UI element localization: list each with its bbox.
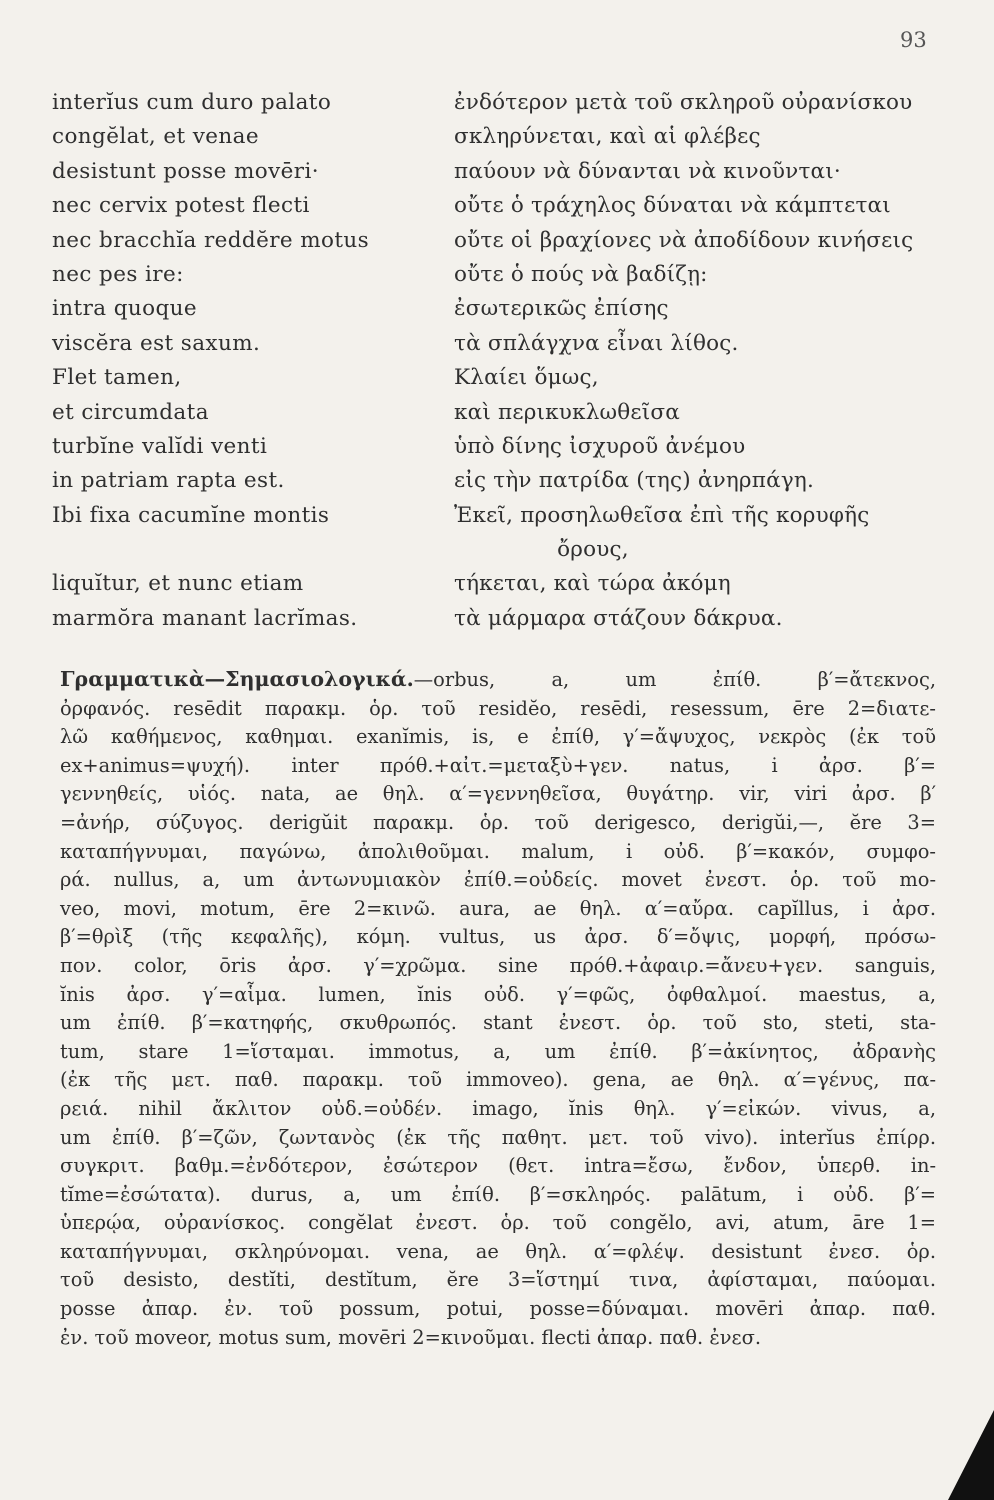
latin-line: interĭus cum duro palato (52, 90, 332, 115)
commentary-line: (ἐκ τῆς μετ. παθ. παρακμ. τοῦ immoveo). gena, ae θηλ. α′=γένυς, πα- (60, 1068, 936, 1092)
commentary-line: tum, stare 1=ἵσταμαι. immotus, a, um ἐπίθ. β′=ἀκίνητος, ἀδρανὴς (60, 1039, 936, 1063)
commentary-heading: Γραμματικὰ—Σημασιολογικά. (60, 667, 414, 691)
latin-line: nec pes ire: (52, 261, 184, 287)
greek-line: παύουν νὰ δύνανται νὰ κινοῦνται· (454, 158, 841, 184)
latin-line: turbĭne valĭdi venti (52, 433, 268, 459)
commentary-line: =ἀνήρ, σύζυγος. derigŭit παρακμ. ὁρ. τοῦ derigesco, derigŭi,—, ĕre 3= (60, 810, 936, 834)
verse-row (52, 120, 952, 154)
greek-line: Ἐκεῖ, προσηλωθεῖσα ἐπὶ τῆς κορυφῆς (454, 502, 870, 528)
verse-row (52, 258, 952, 292)
greek-line: τὰ μάρμαρα στάζουν δάκρυα. (454, 605, 783, 631)
commentary-line: um ἐπίθ. β′=ζῶν, ζωντανὸς (ἐκ τῆς παθητ. μετ. τοῦ vivo). interĭus ἐπίρρ. (60, 1125, 936, 1149)
commentary-line: tĭme=ἐσώτατα). durus, a, um ἐπίθ. β′=σκληρός. palātum, i οὐδ. β′= (60, 1182, 936, 1206)
verse-row (52, 430, 952, 464)
greek-line: σκληρύνεται, καὶ αἱ φλέβες (454, 124, 761, 150)
greek-line: ἐσωτερικῶς ἐπίσης (454, 296, 669, 322)
commentary-text: —orbus, a, um ἐπίθ. β′=ἄτεκνος, (413, 668, 936, 691)
latin-line: nec cervix potest flecti (52, 193, 310, 219)
greek-line: εἰς τὴν πατρίδα (της) ἀνηρπάγη. (454, 468, 814, 494)
latin-line: in patriam rapta est. (52, 468, 285, 494)
commentary-line: συγκριτ. βαθμ.=ἐνδότερον, ἐσώτερον (θετ. intra=ἔσω, ἔνδον, ὑπερθ. in- (60, 1154, 936, 1178)
greek-line: οὔτε ὁ πούς νὰ βαδίζῃ: (454, 261, 708, 287)
commentary-section (60, 665, 936, 1352)
commentary-line: πον. color, ōris ἀρσ. γ′=χρῶμα. sine πρόθ.+ἀφαιρ.=ἄνευ+γεν. sanguis, (60, 953, 936, 977)
greek-line: Κλαίει ὅμως, (454, 365, 599, 391)
verse-row (52, 327, 952, 361)
latin-line: intra quoque (52, 296, 197, 322)
verse-row (52, 602, 952, 636)
verse-row (52, 155, 952, 189)
commentary-line: ĭnis ἀρσ. γ′=αἷμα. lumen, ĭnis οὐδ. γ′=φῶς, ὀφθαλμοί. maestus, a, (60, 982, 936, 1006)
latin-line (52, 533, 454, 567)
commentary-line: ἐν. τοῦ moveor, motus sum, movēri 2=κινοῦμαι. flecti ἀπαρ. παθ. ἐνεσ. (60, 1325, 761, 1349)
greek-line: ὑπὸ δίνης ἰσχυροῦ ἀνέμου (454, 433, 746, 459)
commentary-line: καταπήγνυμαι, παγώνω, ἀπολιθοῦμαι. malum, i οὐδ. β′=κακόν, συμφο- (60, 839, 936, 863)
commentary-line: ὀρφανός. resēdit παρακμ. ὁρ. τοῦ residĕo, resēdi, resessum, ēre 2=διατε- (60, 696, 936, 720)
page-number: 93 (900, 28, 927, 52)
verse-translation (52, 86, 952, 636)
verse-row (52, 567, 952, 601)
greek-line: ὄρους, (557, 537, 629, 563)
commentary-line: ὑπερῴα, οὐρανίσκος. congĕlat ἐνεστ. ὁρ. τοῦ congĕlo, avi, atum, āre 1= (60, 1211, 936, 1235)
latin-line: viscĕra est saxum. (52, 330, 261, 356)
commentary-line: λῶ καθήμενος, καθημαι. exanĭmis, is, e ἐπίθ, γ′=ἄψυχος, νεκρὸς (ἐκ τοῦ (60, 725, 936, 749)
commentary-line: veo, movi, motum, ēre 2=κινῶ. aura, ae θηλ. α′=αὔρα. capĭllus, i ἀρσ. (60, 896, 936, 920)
commentary-line: posse ἀπαρ. ἐν. τοῦ possum, potui, posse=δύναμαι. movēri ἀπαρ. παθ. (60, 1297, 936, 1321)
verse-row (52, 464, 952, 498)
verse-row (52, 499, 952, 533)
commentary-line: τοῦ desisto, destĭti, destĭtum, ĕre 3=ἵστημί τινα, ἀφίσταμαι, παύομαι. (60, 1268, 936, 1292)
verse-row (52, 189, 952, 223)
latin-line: desistunt posse movēri· (52, 158, 319, 184)
verse-row (52, 292, 952, 326)
verse-row (52, 361, 952, 395)
verse-row (52, 533, 952, 567)
verse-row (52, 86, 952, 120)
latin-line: et circumdata (52, 399, 209, 425)
commentary-line: um ἐπίθ. β′=κατηφής, σκυθρωπός. stant ἐνεστ. ὁρ. τοῦ sto, steti, sta- (60, 1011, 936, 1035)
greek-line: οὔτε οἱ βραχίονες νὰ ἀποδίδουν κινήσεις (454, 227, 914, 253)
latin-line: liquĭtur, et nunc etiam (52, 571, 304, 597)
page-corner-shadow (948, 1410, 994, 1500)
commentary-line: β′=θρὶξ (τῆς κεφαλῆς), κόμη. vultus, us ἀρσ. δ′=ὄψις, μορφή, πρόσω- (60, 925, 936, 949)
latin-line: Ibi fixa cacumĭne montis (52, 502, 330, 528)
verse-row (52, 224, 952, 258)
commentary-line: καταπήγνυμαι, σκληρύνομαι. vena, ae θηλ. α′=φλέψ. desistunt ἐνεσ. ὁρ. (60, 1239, 936, 1263)
greek-line: ἐνδότερον μετὰ τοῦ σκληροῦ οὐρανίσκου (454, 90, 913, 115)
greek-line: οὔτε ὁ τράχηλος δύναται νὰ κάμπτεται (454, 193, 891, 219)
latin-line: nec bracchĭa reddĕre motus (52, 227, 370, 253)
commentary-line: ex+animus=ψυχή). inter πρόθ.+αἰτ.=μεταξὺ+γεν. natus, i ἀρσ. β′= (60, 753, 936, 777)
greek-line: τήκεται, καὶ τώρα ἀκόμη (454, 571, 731, 597)
verse-row (52, 396, 952, 430)
greek-line: καὶ περικυκλωθεῖσα (454, 399, 680, 425)
latin-line: Flet tamen, (52, 365, 182, 391)
latin-line: congĕlat, et venae (52, 124, 259, 150)
commentary-line: γεννηθείς, υἱός. nata, ae θηλ. α′=γεννηθεῖσα, θυγάτηρ. vir, viri ἀρσ. β′ (60, 782, 936, 806)
greek-line: τὰ σπλάγχνα εἶναι λίθος. (454, 330, 739, 356)
latin-line: marmŏra manant lacrĭmas. (52, 605, 358, 631)
commentary-line (60, 665, 936, 695)
commentary-line: ρά. nullus, a, um ἀντωνυμιακὸν ἐπίθ.=οὐδείς. movet ἐνεστ. ὁρ. τοῦ mo- (60, 868, 936, 892)
commentary-line: ρειά. nihil ἄκλιτον οὐδ.=οὐδέν. imago, ĭnis θηλ. γ′=εἰκών. vivus, a, (60, 1096, 936, 1120)
